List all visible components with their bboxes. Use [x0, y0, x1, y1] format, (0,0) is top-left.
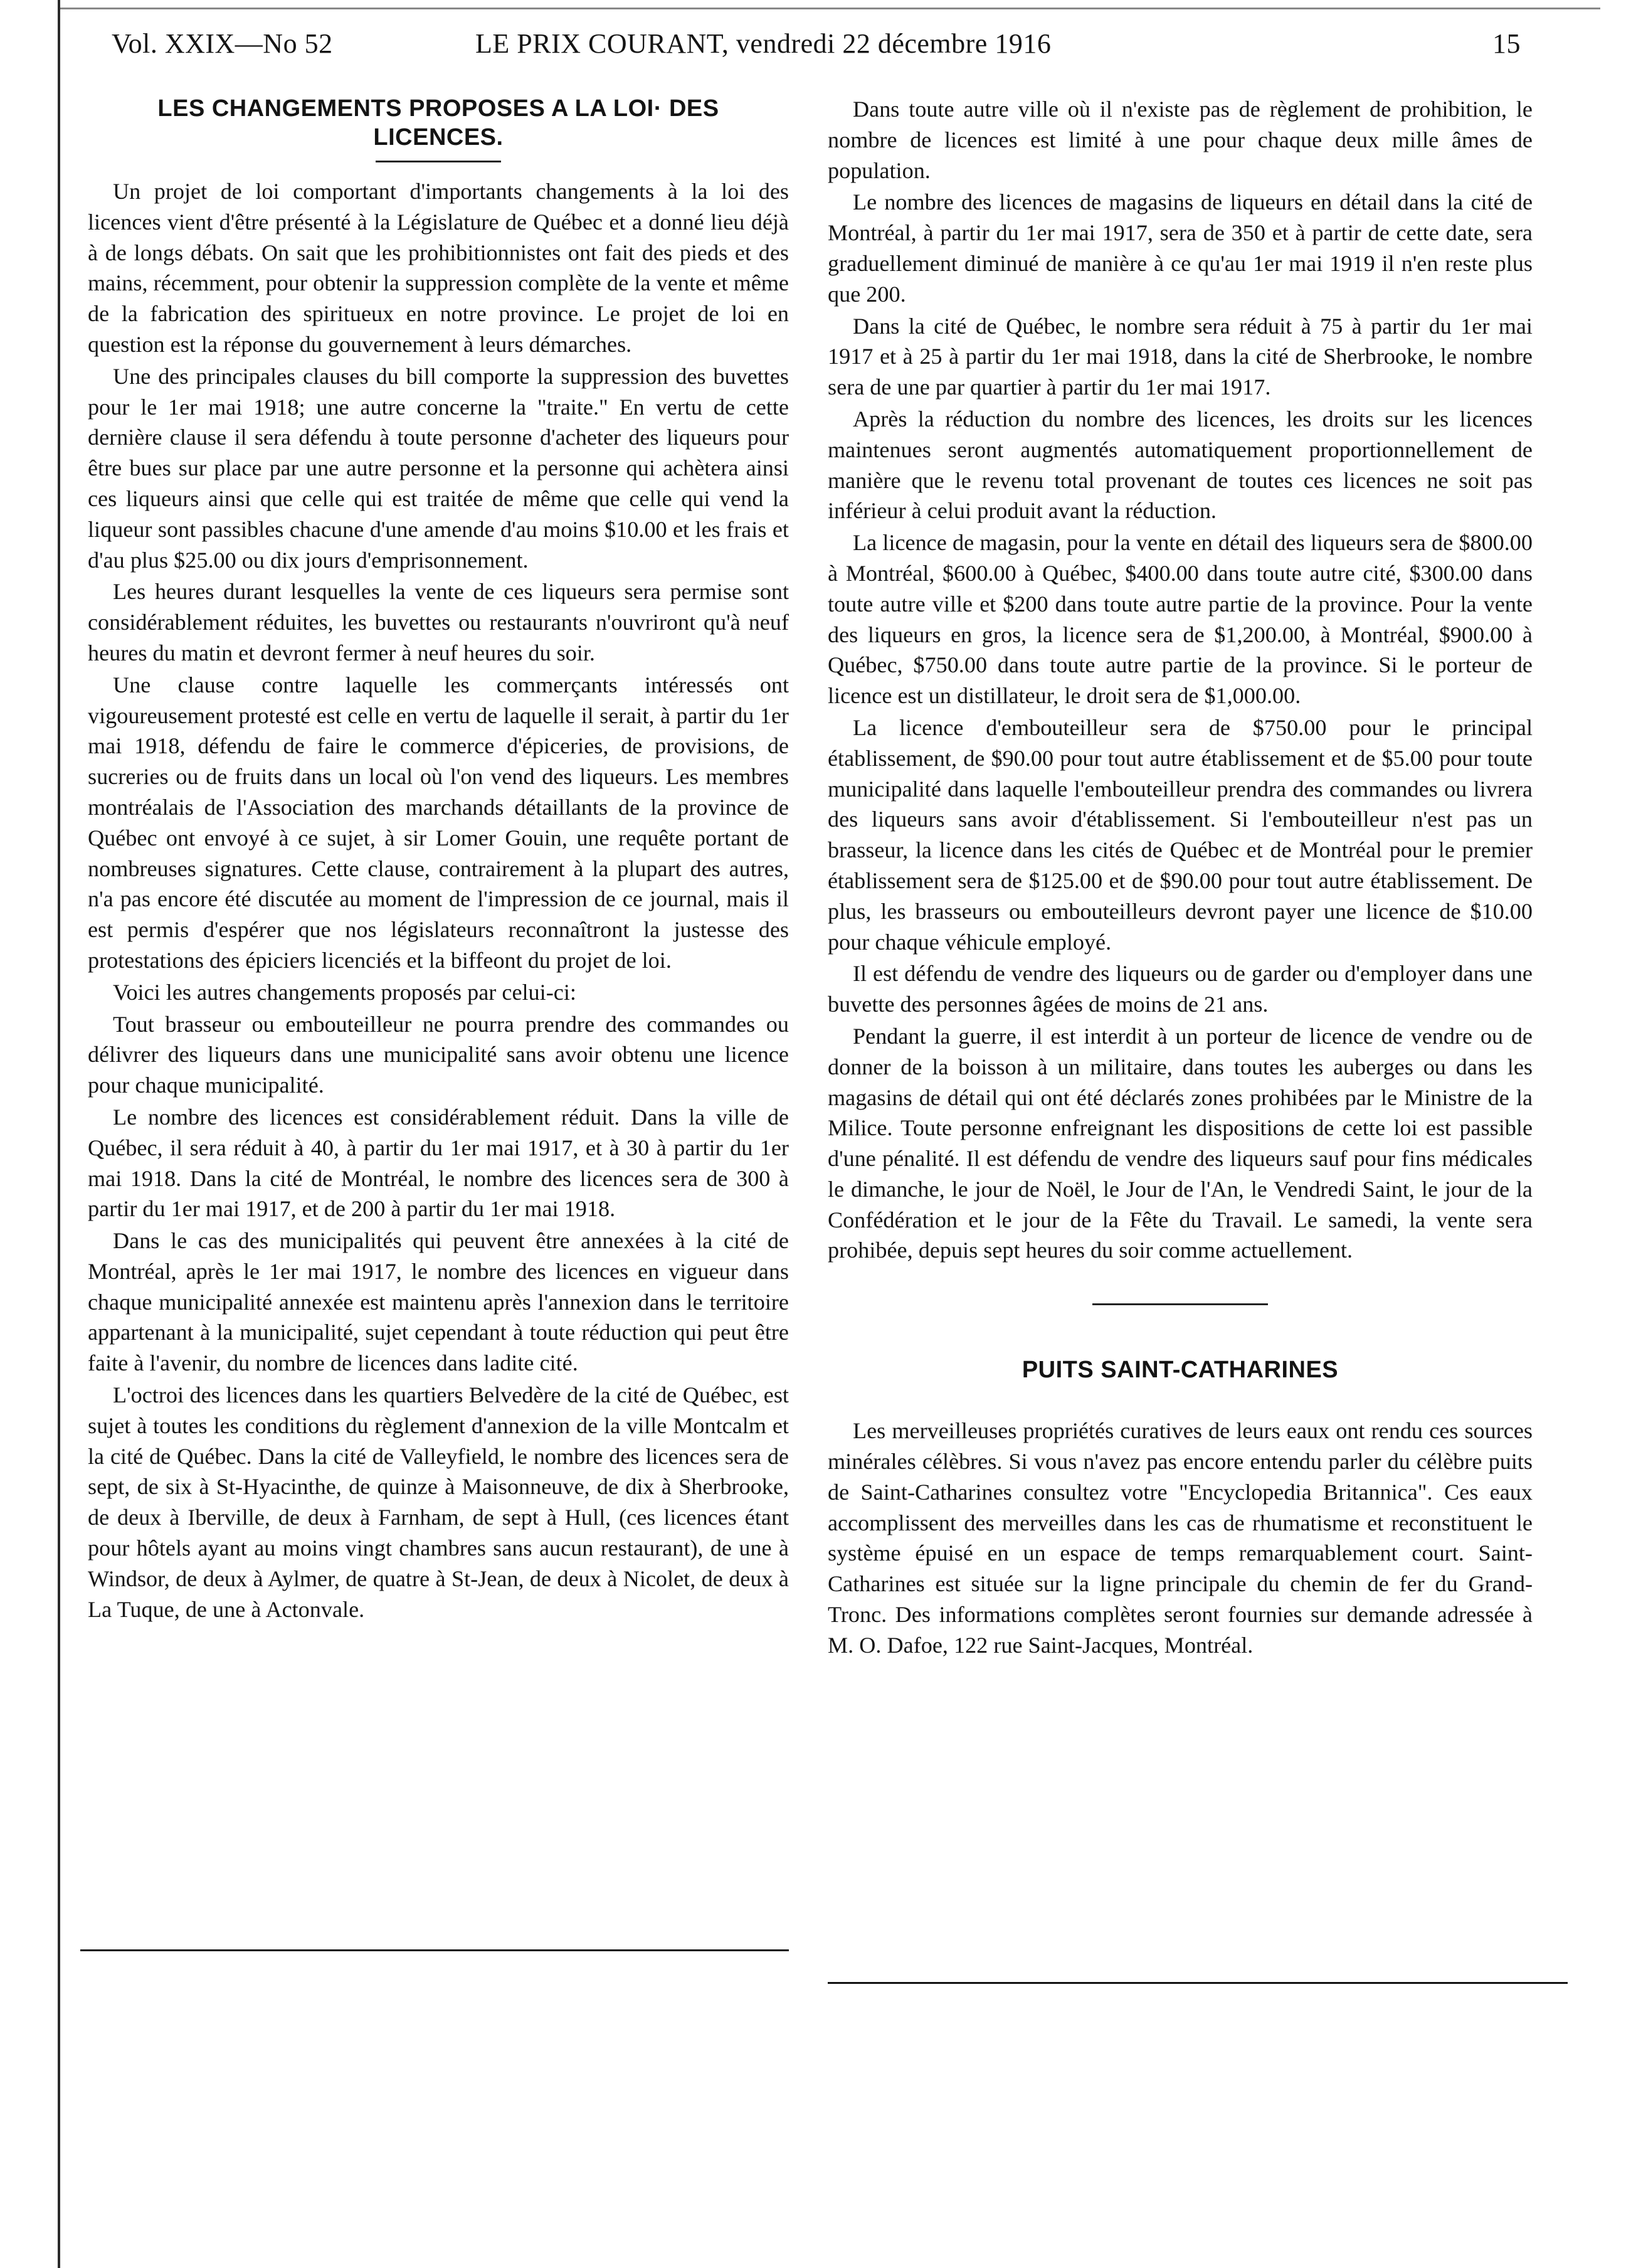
title-rule [376, 161, 501, 162]
paragraph: Pendant la guerre, il est interdit à un porteur de licence de vendre ou de donner de la boisson à un militaire, dans toutes les auberges ou dans les magasins de détail qui ont été déclarés zones prohibées par le Ministre de la Milice. Toute personne enfreignant les dispositions de cette loi est passible d'une pénalité. Il est défendu de vendre des liqueurs sauf pour fins médicales le dimanche, le jour de Noël, le Jour de l'An, le Vendredi Saint, le jour de la Confédération et le jour de la Fête du Travail. Le samedi, la vente sera prohibée, depuis sept heures du soir comme actuellement. [828, 1023, 1533, 1263]
article-title-line-1: LES CHANGEMENTS PROPOSES A LA LOI· DES [157, 95, 719, 122]
article-title [88, 94, 789, 152]
paragraph: Voici les autres changements proposés par celui-ci: [113, 979, 576, 1005]
paragraph: Dans le cas des municipalités qui peuvent être annexées à la cité de Montréal, après le 1er mai 1917, le nombre des licences en vigueur dans chaque municipalité annexée est maintenu après l'annexion dans le territoire appartenant à la municipalité, sujet cependant à toute réduction qui peut être faite à l'avenir, du nombre de licences dans ladite cité. [88, 1228, 789, 1376]
scan-crease-line [80, 1949, 789, 1951]
paragraph: Il est défendu de vendre des liqueurs ou de garder ou d'employer dans une buvette des personnes âgées de moins de 21 ans. [828, 961, 1533, 1017]
paragraph: Dans toute autre ville où il n'existe pas de règlement de prohibition, le nombre de licences est limité à une pour chaque deux mille âmes de population. [828, 97, 1533, 183]
paragraph: L'octroi des licences dans les quartiers Belvedère de la cité de Québec, est sujet à toutes les conditions du règlement d'annexion de la ville Montcalm et la cité de Québec. Dans la cité de Valleyfield, le nombre des licences sera de sept, de six à St-Hyacinthe, de quinze à Maisonneuve, de dix à Sherbrooke, de deux à Iberville, de deux à Farnham, de sept à Hull, (ces licences étant pour hôtels ayant au moins vingt chambres sans aucun restaurant), de une à Windsor, de deux à Aylmer, de quatre à St-Jean, de deux à Nicolet, de deux à La Tuque, de une à Actonvale. [88, 1382, 789, 1622]
spacer [828, 1391, 1533, 1416]
paragraph: Une clause contre laquelle les commerçants intéressés ont vigoureusement protesté est celle en vertu de laquelle il serait, à partir du 1er mai 1918, défendu de faire le commerce d'épiceries, de provisions, de sucreries ou de fruits dans un local où l'on vend des liqueurs. Les membres montréalais de l'Association des marchands détaillants de la province de Québec ont envoyé à ce sujet, à sir Lomer Gouin, une requête portant de nombreuses signatures. Cette clause, contrairement à la plupart des autres, n'a pas encore été discutée au moment de l'impression de ce journal, mais il est permis d'espérer que nos législateurs reconnaîtront la justesse des protestations des épiciers licenciés et la biffeont du projet de loi. [88, 672, 789, 973]
page-header [74, 28, 1521, 78]
paragraph: Le nombre des licences de magasins de liqueurs en détail dans la cité de Montréal, à partir du 1er mai 1917, sera de 350 et à partir de cette date, sera graduellement diminué de manière à ce qu'au 1er mai 1919 il n'en reste plus que 200. [828, 189, 1533, 307]
article-title-line-2: LICENCES. [373, 124, 504, 151]
paragraph: Les merveilleuses propriétés curatives de leurs eaux ont rendu ces sources minérales célèbres. Si vous n'avez pas encore entendu parler du célèbre puits de Saint-Catharines consultez votre "Encyclopedia Britannica". Ces eaux accomplissent des merveilles dans les cas de rhumatisme et reconstituent le système épuisé en un espace de temps remarquablement court. Saint-Catharines est située sur la ligne principale du chemin de fer du Grand-Tronc. Des informations complètes seront fournies sur demande adressée à M. O. Dafoe, 122 rue Saint-Jacques, Montréal. [828, 1418, 1533, 1658]
paragraph: Le nombre des licences est considérablement réduit. Dans la ville de Québec, il sera réduit à 40, à partir du 1er mai 1917, et à 30 à partir du 1er mai 1918. Dans la cité de Montréal, le nombre des licences sera de 300 à partir du 1er mai 1917, et de 200 à partir du 1er mai 1918. [88, 1104, 789, 1222]
paragraph: Dans la cité de Québec, le nombre sera réduit à 75 à partir du 1er mai 1917 et à 25 à partir du 1er mai 1918, dans la cité de Sherbrooke, le nombre sera de une par quartier à partir du 1er mai 1917. [828, 313, 1533, 400]
volume-number: Vol. XXIX—No 52 [112, 28, 333, 59]
paragraph: Tout brasseur ou embouteilleur ne pourra prendre des commandes ou délivrer des liqueurs dans une municipalité sans avoir obtenu une licence pour chaque municipalité. [88, 1011, 789, 1098]
paragraph: La licence de magasin, pour la vente en détail des liqueurs sera de $800.00 à Montréal, $600.00 à Québec, $400.00 dans toute autre cité, $300.00 dans toute autre ville et $200 dans toute autre partie de la province. Pour la vente des liqueurs en gros, la licence sera de $1,200.00, à Montréal, $900.00 à Québec, $750.00 dans toute autre partie de la province. Si le porteur de licence est un distillateur, le droit sera de $1,000.00. [828, 530, 1533, 709]
paragraph: La licence d'embouteilleur sera de $750.00 pour le principal établissement, de $90.00 pour tout autre établissement et de $5.00 pour toute municipalité dans laquelle l'embouteilleur prendra des commandes ou livrera des liqueurs sans avoir d'établissement. Si l'embouteilleur n'est pas un brasseur, la licence dans les cités de Québec et de Montréal pour le premier établissement sera de $125.00 et de $90.00 pour tout autre établissement. De plus, les brasseurs ou embouteilleurs devront payer une licence de $10.00 pour chaque véhicule employé. [828, 714, 1533, 955]
scan-crease-line [828, 1982, 1568, 1984]
paragraph: Une des principales clauses du bill comporte la suppression des buvettes pour le 1er mai 1918; une autre concerne la "traite." En vertu de cette dernière clause il sera défendu à toute personne d'acheter des liqueurs pour être bues sur place par une autre personne et la personne qui achètera ainsi ces liqueurs ainsi que celle qui est traitée de même que celle qui vend la liqueur sont passibles chacune d'une amende d'au moins $10.00 et les frais et d'au plus $25.00 ou dix jours d'emprisonnement. [88, 363, 789, 573]
paragraph: Après la réduction du nombre des licences, les droits sur les licences maintenues seront augmentés automatiquement proportionnellement de manière que le revenu total provenant de toutes ces licences ne soit pas inférieur à celui produit avant la réduction. [828, 406, 1533, 524]
paragraph: Un projet de loi comportant d'importants changements à la loi des licences vient d'être présenté à la Législature de Québec et a donné lieu déjà à de longs débats. On sait que les prohibitionnistes ont fait des pieds et des mains, récemment, pour obtenir la suppression complète de la vente et même de la fabrication des spiritueux en notre province. Le projet de loi en question est la réponse du gouvernement à leurs démarches. [88, 179, 789, 357]
page-top-edge [58, 8, 1600, 9]
section-divider [1092, 1303, 1268, 1305]
binding-edge [58, 0, 60, 2268]
paragraph: Les heures durant lesquelles la vente de ces liqueurs sera permise sont considérablement réduites, les buvettes ou restaurants n'ouvriront qu'à neuf heures du matin et devront fermer à neuf heures du soir. [88, 579, 789, 665]
left-column [88, 94, 789, 1626]
journal-title-date: LE PRIX COURANT, vendredi 22 décembre 1916 [475, 28, 1052, 59]
page-number: 15 [1492, 28, 1521, 59]
right-column [828, 94, 1533, 1662]
article-title: PUITS SAINT-CATHARINES [1022, 1357, 1339, 1384]
